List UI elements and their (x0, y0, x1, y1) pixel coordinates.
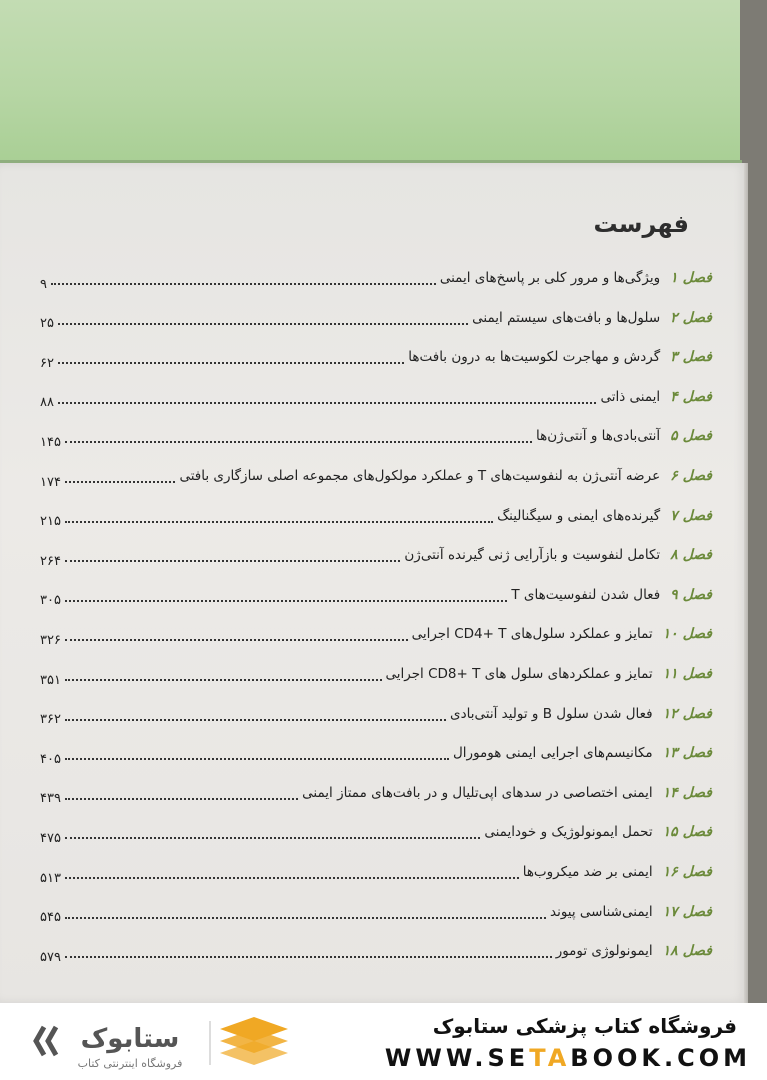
chapter-word: فصل (682, 626, 712, 643)
url-accent: TA (529, 1044, 571, 1072)
chapter-title: تحمل ایمونولوژیک و خودایمنی (484, 824, 653, 841)
page-number: ۹ (40, 276, 47, 292)
chapter-word: فصل (682, 903, 712, 920)
chapter-label (659, 745, 712, 761)
chapter-word: فصل (682, 309, 712, 326)
chapter-number: ۹ (670, 586, 678, 603)
page-number: ۱۴۵ (40, 434, 61, 450)
chapter-title: ویژگی‌ها و مرور کلی بر پاسخ‌های ایمنی (439, 270, 661, 286)
toc-entry[interactable] (40, 540, 712, 570)
chapter-title: فعال شدن سلول B و تولید آنتی‌بادی (450, 705, 653, 722)
chapter-number: ۱۸ (662, 943, 678, 960)
setabook-logo-icon (30, 1013, 290, 1073)
dot-leader (65, 481, 176, 483)
chapter-title: ایمنی‌شناسی پیوند (549, 903, 653, 920)
page-number: ۲۵ (40, 316, 54, 332)
chapter-title: آنتی‌بادی‌ها و آنتی‌ژن‌ها (536, 428, 661, 445)
chapter-title: ایمنی بر ضد میکروب‌ها (522, 864, 653, 880)
chapter-number: ۵ (670, 428, 678, 445)
chapter-title: تمایز و عملکرد سلول‌های CD4+ T اجرایی (411, 626, 653, 643)
toc-entry[interactable] (40, 303, 712, 333)
page-number: ۵۴۵ (40, 910, 61, 926)
dot-leader (65, 639, 408, 641)
page-number: ۵۱۳ (40, 870, 61, 886)
chapter-label (659, 706, 712, 722)
chapter-title: ایمونولوژی تومور (555, 943, 653, 960)
chapter-label (666, 270, 712, 286)
chapter-label (659, 785, 712, 801)
toc-entry[interactable] (40, 382, 712, 412)
dot-leader (65, 560, 400, 562)
chapter-number: ۱۷ (662, 903, 678, 920)
toc-entry[interactable] (40, 778, 712, 808)
chapter-number: ۱۲ (662, 705, 678, 722)
chapter-title: گیرنده‌های ایمنی و سیگنالینگ (497, 507, 661, 524)
chapter-title: فعال شدن لنفوسیت‌های T (511, 586, 661, 603)
chapter-number: ۱۳ (662, 745, 678, 762)
toc-entry[interactable] (40, 580, 712, 610)
page-number: ۲۱۵ (40, 514, 61, 530)
dot-leader (65, 877, 519, 879)
chapter-number: ۱۱ (662, 666, 678, 682)
chapter-label (659, 824, 712, 840)
dot-leader (65, 441, 532, 443)
store-name: فروشگاه کتاب پزشکی ستابوک (432, 1014, 737, 1038)
page-number: ۳۶۲ (40, 712, 61, 728)
page-number: ۸۸ (40, 395, 54, 411)
chapter-number: ۱ (670, 270, 678, 286)
chapter-word: فصل (682, 586, 712, 603)
toc-entry[interactable] (40, 263, 712, 293)
chapter-label (666, 310, 712, 326)
chapter-number: ۴ (670, 388, 678, 405)
chapter-word: فصل (682, 349, 712, 366)
chapter-number: ۱۵ (662, 824, 678, 841)
dot-leader (65, 521, 493, 523)
chapter-word: فصل (682, 547, 712, 564)
chapter-word: فصل (682, 745, 712, 762)
chapter-number: ۳ (670, 349, 678, 366)
chapter-title: ایمنی ذاتی (600, 388, 661, 405)
toc-entry[interactable] (40, 699, 712, 729)
dot-leader (65, 798, 298, 800)
toc-entry[interactable] (40, 936, 712, 966)
toc-entry[interactable] (40, 817, 712, 847)
url-suffix: BOOK.COM (570, 1044, 751, 1072)
page-number: ۳۰۵ (40, 593, 61, 609)
page-number: ۴۷۵ (40, 830, 61, 846)
chapter-number: ۱۶ (662, 864, 678, 880)
chapter-word: فصل (682, 943, 712, 960)
dot-leader (65, 600, 507, 602)
chapter-word: فصل (682, 507, 712, 524)
chapter-word: فصل (682, 468, 712, 484)
dot-leader (65, 837, 480, 839)
chapter-label (659, 666, 712, 682)
dot-leader (51, 283, 436, 285)
chapter-number: ۷ (670, 507, 678, 524)
page-edge (744, 163, 748, 1003)
chapter-number: ۶ (670, 468, 678, 484)
chapter-label (666, 468, 712, 484)
chapter-title: گردش و مهاجرت لکوسیت‌ها به درون بافت‌ها (408, 349, 661, 366)
chapter-title: سلول‌ها و بافت‌های سیستم ایمنی (472, 309, 661, 326)
toc-entry[interactable] (40, 461, 712, 491)
dot-leader (65, 679, 382, 681)
toc-entry[interactable] (40, 421, 712, 451)
chapter-number: ۲ (670, 309, 678, 326)
chapter-title: تمایز و عملکردهای سلول های CD8+ T اجرایی (385, 666, 653, 682)
toc-entry[interactable] (40, 897, 712, 927)
chapter-word: فصل (682, 388, 712, 405)
chapter-label (659, 904, 712, 920)
store-url[interactable] (385, 1044, 751, 1072)
toc-entry[interactable] (40, 342, 712, 372)
chapter-label (659, 626, 712, 642)
chapter-word: فصل (682, 824, 712, 841)
toc-entry[interactable] (40, 619, 712, 649)
dot-leader (65, 719, 446, 721)
chapter-number: ۸ (670, 547, 678, 564)
url-prefix: WWW.SE (384, 1044, 530, 1072)
chapter-word: فصل (682, 270, 712, 286)
dot-leader (58, 402, 596, 404)
chapter-label (666, 389, 712, 405)
page-number: ۳۲۶ (40, 632, 61, 648)
page-number: ۴۰۵ (40, 751, 61, 767)
chapter-title: مکانیسم‌های اجرایی ایمنی هومورال (452, 745, 653, 762)
page-number: ۳۵۱ (40, 672, 61, 688)
dot-leader (65, 917, 546, 919)
dot-leader (65, 956, 552, 958)
dot-leader (65, 758, 449, 760)
chapter-word: فصل (682, 428, 712, 445)
page-title: فهرست (593, 210, 689, 238)
toc-entry[interactable] (40, 659, 712, 689)
toc-entry[interactable] (40, 738, 712, 768)
chapter-label (659, 864, 712, 880)
chapter-label (666, 508, 712, 524)
chapter-label (659, 943, 712, 959)
page-number: ۶۲ (40, 355, 54, 371)
toc-entry[interactable] (40, 857, 712, 887)
chapter-word: فصل (682, 784, 712, 801)
chapter-word: فصل (682, 864, 712, 880)
page-number: ۴۳۹ (40, 791, 61, 807)
page-number: ۵۷۹ (40, 949, 61, 965)
chapter-word: فصل (682, 666, 712, 682)
chapter-label (666, 587, 712, 603)
chapter-title: تکامل لنفوسیت و بازآرایی ژنی گیرنده آنتی‌ژن (404, 547, 661, 564)
chapter-label (666, 428, 712, 444)
chapter-number: ۱۰ (662, 626, 678, 643)
chapter-label (666, 547, 712, 563)
chapter-number: ۱۴ (662, 784, 678, 801)
toc-entry[interactable] (40, 501, 712, 531)
page-number: ۱۷۴ (40, 474, 61, 490)
book-cover-top (0, 0, 740, 162)
chapter-title: ایمنی اختصاصی در سدهای اپی‌تلیال و در بافت‌های ممتاز ایمنی (302, 784, 653, 801)
dot-leader (58, 323, 468, 325)
logo-subtext: فروشگاه اینترنتی کتاب (77, 1057, 183, 1070)
page-number: ۲۶۴ (40, 553, 61, 569)
store-logo (30, 1013, 290, 1073)
logo-text: ستابوک (80, 1024, 180, 1054)
chapter-word: فصل (682, 705, 712, 722)
dot-leader (58, 362, 404, 364)
chapter-label (666, 349, 712, 365)
chapter-title: عرضه آنتی‌ژن به لنفوسیت‌های T و عملکرد مولکول‌های مجموعه اصلی سازگاری بافتی (179, 468, 661, 484)
